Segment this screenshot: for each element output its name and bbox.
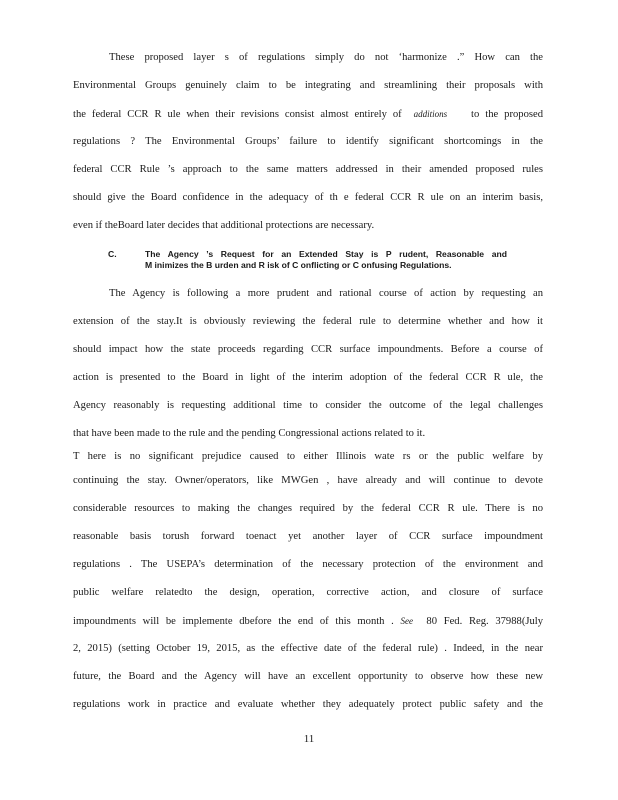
text-line: continuing the stay. Owner/operators, like MWGen , have already and will continue to devote <box>73 475 543 486</box>
text-line: Agency reasonably is requesting additional time to consider the outcome of the legal challenges <box>73 400 543 411</box>
text-line: action is presented to the Board in light of the interim adoption of the federal CCR R ule, the <box>73 372 543 383</box>
text-line: considerable resources to making the changes required by the federal CCR R ule. There is no <box>73 503 543 514</box>
text-line: The Agency is following a more prudent and rational course of action by requesting an <box>109 288 543 299</box>
text-line: federal CCR Rule ’s approach to the same matters addressed in their amended proposed rules <box>73 164 543 175</box>
text-line: regulations . The USEPA’s determination of the necessary protection of the environment and <box>73 559 543 570</box>
paragraph-no-prejudice <box>73 447 543 719</box>
paragraph-harmonize <box>73 44 543 240</box>
text-line: public welfare relatedto the design, operation, corrective action, and closure of surface <box>73 587 543 598</box>
paragraph-agency-prudent <box>73 280 543 448</box>
text-span: to the proposed <box>471 109 543 120</box>
text-line: extension of the stay.It is obviously reviewing the federal rule to determine whether and how it <box>73 316 543 327</box>
text-span: impoundments will be implemente dbefore the end of this month . <box>73 616 394 627</box>
section-letter: C. <box>108 249 117 259</box>
text-line: that have been made to the rule and the pending Congressional actions related to it. <box>73 428 426 439</box>
heading-line: M inimizes the B urden and R isk of C onflicting or C onfusing Regulations. <box>145 260 452 270</box>
italic-term: See <box>400 616 414 626</box>
text-span: the federal CCR R ule when their revisions consist almost entirely of <box>73 109 402 120</box>
text-span: 80 Fed. Reg. 37988(July <box>426 616 543 627</box>
text-line: regulations work in practice and evaluate whether they adequately protect public safety and the <box>73 699 543 710</box>
text-line: even if theBoard later decides that additional protections are necessary. <box>73 220 375 231</box>
text-line: reasonable basis torush forward toenact yet another layer of CCR surface impoundment <box>73 531 543 542</box>
text-line <box>73 100 543 128</box>
italic-term: additions <box>413 109 448 119</box>
text-line: should impact how the state proceeds regarding CCR surface impoundments. Before a course of <box>73 344 543 355</box>
text-line <box>73 607 543 635</box>
text-line: T here is no significant prejudice caused to either Illinois wate rs or the public welfare by <box>73 451 543 462</box>
text-line: future, the Board and the Agency will have an excellent opportunity to observe how these new <box>73 671 543 682</box>
heading-line: The Agency ’s Request for an Extended Stay is P rudent, Reasonable and <box>145 249 507 259</box>
text-line: 2, 2015) (setting October 19, 2015, as the effective date of the federal rule) . Indeed, in the near <box>73 643 543 654</box>
text-line: regulations ? The Environmental Groups’ failure to identify significant shortcomings in the <box>73 136 543 147</box>
page-number: 11 <box>303 733 315 745</box>
section-heading <box>108 249 507 271</box>
text-line: Environmental Groups genuinely claim to be integrating and streamlining their proposals with <box>73 80 543 91</box>
text-line: These proposed layer s of regulations simply do not ‘harmonize .” How can the <box>109 52 543 63</box>
text-line: should give the Board confidence in the adequacy of th e federal CCR R ule on an interim basis, <box>73 192 543 203</box>
